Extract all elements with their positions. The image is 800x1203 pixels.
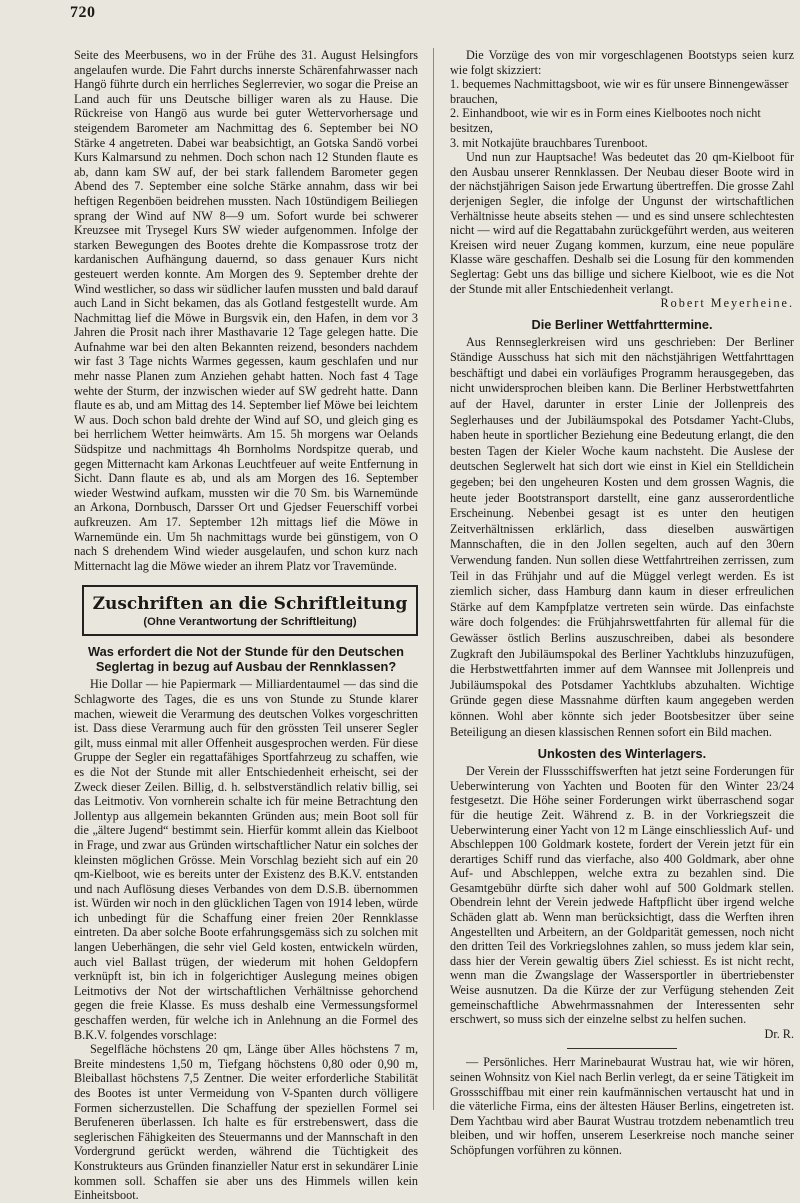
boat-advantages-list [450, 77, 794, 150]
list-item: 3. mit Notkajüte brauchbares Turenboot. [450, 135, 648, 150]
letters-to-editor-box [82, 585, 418, 636]
left-column [74, 48, 418, 1203]
winterlager-signature: Dr. R. [764, 1026, 794, 1041]
page-number: 720 [70, 4, 96, 21]
article-continuation-paragraph: Die Vorzüge des von mir vorgeschlagenen Bootstyps seien kurz wie folgt skizziert: [450, 48, 794, 77]
author-signature: Robert Meyerheine. [660, 296, 794, 311]
list-item: 1. bequemes Nachmittagsboot, wie wir es für unsere Binnengewässer brauchen, [450, 77, 789, 106]
article-continuation-paragraph: Und nun zur Hauptsache! Was bedeutet das 20 qm-Kielboot für den Ausbau unserer Rennklassen. Der Neubau dieser Boote wird in der nächstjährigen Saison jede Erwartung übertreffen. Die grosse Zahl derjenigen Segler, die infolge der Ungunst der wirtschaftlichen Verhältnisse heute abseits stehen — und es sind unsere schlechtesten nicht — wird auf die Regattabahn zurückgeführt werden, aus weiteren Kreisen wird neuer Zugang kommen, kurzum, eine neue populäre Klasse wäre geschaffen. Deshalb sei die Losung für den kommenden Seglertag: Gebt uns das billige und sichere Kielboot, wie es die Not der Stunde mit aller Entschiedenheit verlangt. [450, 150, 794, 296]
right-column [450, 48, 794, 1157]
section-separator [567, 1048, 677, 1049]
wettfahrt-paragraph: Aus Rennseglerkreisen wird uns geschrieben: Der Berliner Ständige Ausschuss hat sich mit den nächstjährigen Wettfahrttagen beschäftigt und dabei ein vorläufiges Programm herausgegeben, das nicht unwidersprochen bleiben kann. Die Berliner Herbstwettfahrten auf der Havel, darunter in erster Linie der Jollenpreis des Seglerhauses und der Jubiläumspokal des Potsdamer Yacht-Clubs, haben heute in sportlicher Beziehung eine Bedeutung erlangt, die den besten Tagen der Kieler Woche kaum nachsteht. Die Auslese der deutschen Seglerwelt hat sich dort wie einst in Kiel ein Stelldichein gegeben; bei den ungeheuren Kosten und dem grossen Wagnis, die heute jeder Bootstransport darstellt, eine ganz ausserordentliche Erscheinung. Nebenbei gesagt ist es unter den heutigen Zeitverhältnissen erklärlich, dass dieselben auswärtigen Mannschaften, die in den Jollen segelten, auch auf den 30ern Verwendung fanden. Nun sollen diese Wettfahrtreihen zerrissen, zum Teil in das Frühjahr und auf die Müggel verlegt werden. Es ist ziemlich sicher, dass Hamburg dann kaum in dieser erfreulichen Stärke auf dem Kampfplatze vertreten sein würde. Das einfachste wäre doch folgendes: die Frühjahrswettfahrten für allemal für die Gewässer östlich Berlins auszuschreiben, dabei als besondere Zugkraft den Jubiläumspokal des Berliner Yachtklubs hinzuzufügen, die Herbstwettfahrten immer auf dem Wannsee mit Jollenpreis und Jubiläumspokal des Potsdamer Yachtklubs abzuhalten. Wichtige Gründe gegen diese Massnahme dürften kaum angegeben werden können. Wohl aber könnte sich jeder Bootsbesitzer über seine Beteiligung an diesen klassischen Rennen sofort ein Bild machen. [450, 334, 794, 739]
winterlager-paragraph: Der Verein der Flussschiffswerften hat jetzt seine Forderungen für Ueberwinterung von Yachten und Booten für den Winter 23/24 festgesetzt. Die Höhe seiner Forderungen wirkt überraschend sogar für die heutige Zeit. Während z. B. in der Vorkriegszeit die Ueberwinterung einer Yacht von 12 m Länge einschliesslich Auf- und Abschleppen 100 Goldmark kostete, fordert der Verein jetzt für ein derartiges Schiff rund das vierfache, also 400 Goldmark, aber ohne Auf- und Abschleppen, welche extra zu bezahlen sind. Die Gesamtgebühr dürfte sich daher wohl auf 500 Goldmark stellen. Obendrein lehnt der Verein jedwede Haftpflicht über irgend welche Schäden glatt ab. Wenn man berücksichtigt, dass die Werften ihren Angestellten und Arbeitern, an der Goldparität gemessen, noch nicht den dritten Teil des Vorkriegslohnes zahlen, so muss jedem klar sein, dass hier der Verein gewaltig übers Ziel schiesst. Es ist nicht recht, wenn man die Zwangslage der Wassersportler in übertriebenster Weise ausnutzen. Da die Kürze der zur Verfügung stehenden Zeit gemeinschaftliche Abwehrmassnahmen der Interessenten sehr erschwert, so muss sich der einzelne selbst zu helfen suchen. [450, 764, 794, 1027]
column-divider [433, 48, 434, 1110]
sailing-report-paragraph: Seite des Meerbusens, wo in der Frühe des 31. August Helsingfors angelaufen wurde. Die Fahrt durchs innerste Schärenfahrwasser nach Hangö führte durch ein herrliches Seglerrevier, wo sogar die Preise an Land auch für uns Deutsche billiger waren als zu Hause. Die Rückreise von Hangö aus wurde bei guter Wettervorhersage und steigendem Barometer am Nachmittag des 6. September bei NO Stärke 4 angetreten. Dabei war beabsichtigt, an Gotska Sandö vorbei Kurs Kalmarsund zu nehmen. Doch schon nach 12 Stunden flaute es ab, dann kam SW auf, der bei stark fallendem Barometer gegen Abend des 7. September eine solche Stärke annahm, dass wir bei heftigen Regenböen beidrehen mussten. Nach 10stündigem Beiliegen sprang der Wind auf NW 8—9 um. Sofort wurde bei schwerer Kreuzsee mit Trysegel Kurs SW wieder aufgenommen. Infolge der starken Bewegungen des Bootes drehte die Kompassrose trotz der kardanischen Aufhängung dauernd, so dass genauer Kurs nicht gesteuert werden konnte. Am Morgen des 9. September drehte der Wind westlicher, so dass wir südlicher laufen mussten und bald darauf auch Land in Sicht bekamen, das als Gotland festgestellt wurde. Am Nachmittag lief die Möwe in Burgsvik ein, den Hafen, in dem vor 3 Jahren die Prosit nach ihrer Masthavarie 12 Tage gelegen hatte. Die Aufnahme war bei den alten Bekannten reizend, besonders nachdem wir fast 3 Tage nichts Warmes gegessen, kaum geschlafen und nur mehr nasse Planen zum Anziehen gehabt hatten. Noch fast 4 Tage wehte der Sturm, der inzwischen wieder auf SW gedreht hatte. Dann flaute es ab, und am Mittag des 14. September lief Möwe bei leichtem W aus. Doch schon bald drehte der Wind auf SO, und gleich ging es bei herrlichem Wetter heimwärts. Am 15. 5h morgens war Oelands Südspitze und nachmittags 4h Bornholms Nordspitze querab, und gegen Mitternacht kam Arkonas Leuchtfeuer auf weite Entfernung in Sicht. Dann flaute es ab, und als am Morgen des 16. September wieder Westwind aufkam, mussten wir die 70 Sm. bis Warnemünde an Arkona, Dornbusch, Darsser Ort und Gjedser Feuerschiff vorbei aufkreuzen. Am 17. September 12h mittags lief die Möwe in Warnemünde ein. Um 5h nachmittags wurde bei günstigem, von O nach S drehendem Wind wieder ausgelaufen, und schon kurz nach Mitternacht lag die Möwe wieder an ihrem Platz vor Travemünde. [74, 48, 418, 573]
article-paragraph: Segelfläche höchstens 20 qm, Länge über Alles höchstens 7 m, Breite mindestens 1,50 m, Tiefgang höchstens 0,80 oder 0,90 m, Bleiballast höchstens 7,5 Zentner. Die weiter erforderliche Stabilität des Bootes ist unter Vermeidung von V-Spanten durch völligere Formen sicherzustellen. Die Schaffung der speziellen Formel sei Berufeneren überlassen. Ich halte es für erstrebenswert, dass die seglerischen Fähigkeiten des Steuermanns und der Mannschaft in den Vordergrund gerückt werden, während die Tüchtigkeit des Konstrukteurs aus Gründen finanzieller Natur erst in sekundärer Linie kommen soll. Schaffen sie aber uns des Himmels willen kein Einheitsboot. [74, 1042, 418, 1203]
letters-box-subtitle: (Ohne Verantwortung der Schriftleitung) [143, 616, 357, 629]
list-item: 2. Einhandboot, wie wir es in Form eines Kielbootes noch nicht besitzen, [450, 106, 761, 135]
heading-winterlager: Unkosten des Winterlagers. [537, 746, 707, 762]
article-heading-seglertag: Was erfordert die Not der Stunde für den Deutschen Seglertag in bezug auf Ausbau der Rennklassen? [88, 644, 404, 675]
heading-wettfahrttermine: Die Berliner Wettfahrttermine. [531, 316, 713, 332]
letters-box-title: Zuschriften an die Schriftleitung [92, 594, 408, 615]
personal-news-paragraph: — Persönliches. Herr Marinebaurat Wustrau hat, wie wir hören, seinen Wohnsitz von Kiel nach Berlin verlegt, da er seine Tätigkeit im Grossschiffbau mit einer rein kaufmännischen vertauscht hat und in die väterliche Firma, eins der ältesten Häuser Berlins, eingetreten ist. Dem Yachtbau wird aber Baurat Wustrau trotzdem nebenamtlich treu bleiben, und wir hoffen, unserem Leserkreise noch manche seiner Schöpfungen vorführen zu können. [450, 1055, 794, 1157]
article-paragraph: Hie Dollar — hie Papiermark — Milliardentaumel — das sind die Schlagworte des Tages, die es uns von Stunde zu Stunde klarer machen, wieweit die Verarmung des deutschen Volkes vorgeschritten ist. Dass diese Verarmung auch für den grössten Teil unserer Segler gilt, muss einmal mit aller Offenheit ausgesprochen werden. Für diese Gruppe der Segler ein regattafähiges Sportfahrzeug zu schaffen, wie es die Not der Stunde mit aller Entschiedenheit erheischt, sei der Zweck dieser Zeilen. Billig, d. h. selbstverständlich relativ billig, sei das Leitmotiv. Von vornherein schalte ich für meine Betrachtung den Jollentyp aus allgemein bekannten Gründen aus; mein Boot soll für die „ältere Jugend“ bestimmt sein. Hierfür kommt allein das Kielboot in Frage, und zwar aus Gründen wirtschaftlicher Natur ein solches der kleinsten möglichen Grösse. Mein Vorschlag bezieht sich auf ein 20 qm-Kielboot, wie es bereits unter der Existenz des B.K.V. entstanden und nach Auflösung dieses Verbandes von dem D.S.B. übernommen ist. Würden wir noch in den glücklichen Tagen von 1914 leben, würde ich unbedingt für die Schaffung einer freien 20er Rennklasse eintreten. Da aber solche Boote erfahrungsgemäss sich zu solchen mit langen Ueberhängen, die sehr viel Geld kosten, entwickeln würden, auch viel Ballast trügen, der wiederum mit hohen Geldopfern verknüpft ist, bin ich in folgerichtiger Auslegung meines obigen Leitmotivs der Not der wirtschaftlichen Verhältnisse gehorchend gegen die freie Klasse. Es muss deshalb eine Vermessungsformel geschaffen werden, für welche ich in Anlehnung an die Formel des B.K.V. folgendes vorschlage: [74, 677, 418, 1042]
